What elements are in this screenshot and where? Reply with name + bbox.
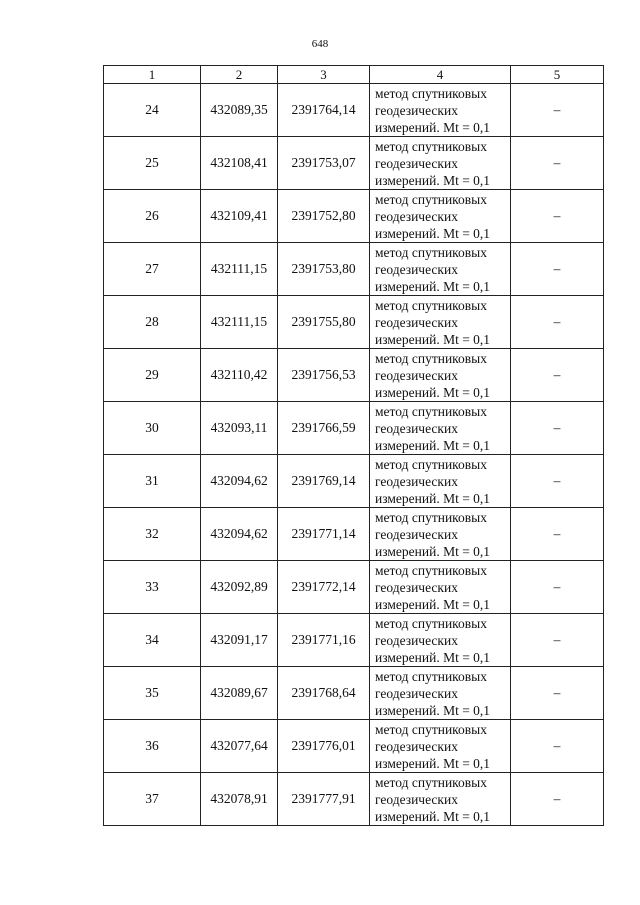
table-row: [104, 561, 604, 614]
table-row: [104, 508, 604, 561]
coordinate-x: 432078,91: [201, 773, 278, 826]
note-dash: –: [511, 349, 604, 402]
method-line: метод спутниковых: [375, 297, 487, 313]
table-row: [104, 402, 604, 455]
table-row: [104, 190, 604, 243]
point-number: 34: [104, 614, 201, 667]
coordinate-y: 2391755,80: [278, 296, 370, 349]
note-dash: –: [511, 84, 604, 137]
table-row: [104, 614, 604, 667]
note-dash: –: [511, 614, 604, 667]
coordinates-table: [103, 65, 604, 826]
measurement-method: [370, 243, 511, 296]
coordinate-y: 2391753,07: [278, 137, 370, 190]
measurement-method: [370, 667, 511, 720]
table-row: [104, 296, 604, 349]
point-number: 28: [104, 296, 201, 349]
coordinate-x: 432110,42: [201, 349, 278, 402]
method-line: геодезических: [375, 261, 458, 277]
method-line: измерений. Mt = 0,1: [375, 702, 491, 718]
method-line: метод спутниковых: [375, 509, 487, 525]
measurement-method: [370, 773, 511, 826]
method-line: геодезических: [375, 314, 458, 330]
table-header-row: [104, 66, 604, 84]
method-line: геодезических: [375, 155, 458, 171]
method-line: геодезических: [375, 791, 458, 807]
measurement-method: [370, 508, 511, 561]
measurement-method: [370, 455, 511, 508]
point-number: 36: [104, 720, 201, 773]
method-line: метод спутниковых: [375, 456, 487, 472]
method-line: геодезических: [375, 632, 458, 648]
method-line: геодезических: [375, 208, 458, 224]
measurement-method: [370, 720, 511, 773]
coordinate-y: 2391766,59: [278, 402, 370, 455]
coordinate-x: 432091,17: [201, 614, 278, 667]
coordinate-y: 2391753,80: [278, 243, 370, 296]
method-line: измерений. Mt = 0,1: [375, 808, 491, 824]
method-line: метод спутниковых: [375, 615, 487, 631]
table-row: [104, 349, 604, 402]
method-line: метод спутниковых: [375, 562, 487, 578]
point-number: 35: [104, 667, 201, 720]
measurement-method: [370, 349, 511, 402]
table-row: [104, 773, 604, 826]
coordinate-y: 2391756,53: [278, 349, 370, 402]
point-number: 26: [104, 190, 201, 243]
coordinate-y: 2391776,01: [278, 720, 370, 773]
coordinate-x: 432109,41: [201, 190, 278, 243]
table-row: [104, 137, 604, 190]
header-col-4: 4: [370, 66, 511, 84]
coordinate-x: 432093,11: [201, 402, 278, 455]
coordinate-x: 432111,15: [201, 296, 278, 349]
method-line: измерений. Mt = 0,1: [375, 384, 491, 400]
header-col-3: 3: [278, 66, 370, 84]
method-line: геодезических: [375, 102, 458, 118]
coordinate-x: 432089,67: [201, 667, 278, 720]
measurement-method: [370, 561, 511, 614]
measurement-method: [370, 614, 511, 667]
header-col-2: 2: [201, 66, 278, 84]
coordinate-x: 432094,62: [201, 508, 278, 561]
method-line: геодезических: [375, 579, 458, 595]
method-line: метод спутниковых: [375, 138, 487, 154]
coordinate-x: 432092,89: [201, 561, 278, 614]
method-line: измерений. Mt = 0,1: [375, 755, 491, 771]
method-line: измерений. Mt = 0,1: [375, 490, 491, 506]
note-dash: –: [511, 773, 604, 826]
method-line: измерений. Mt = 0,1: [375, 119, 491, 135]
point-number: 25: [104, 137, 201, 190]
coordinate-y: 2391771,16: [278, 614, 370, 667]
table-row: [104, 243, 604, 296]
method-line: измерений. Mt = 0,1: [375, 543, 491, 559]
method-line: измерений. Mt = 0,1: [375, 596, 491, 612]
method-line: геодезических: [375, 420, 458, 436]
coordinate-x: 432094,62: [201, 455, 278, 508]
coordinate-y: 2391771,14: [278, 508, 370, 561]
point-number: 33: [104, 561, 201, 614]
coordinate-y: 2391769,14: [278, 455, 370, 508]
method-line: измерений. Mt = 0,1: [375, 172, 491, 188]
measurement-method: [370, 137, 511, 190]
coordinate-x: 432111,15: [201, 243, 278, 296]
coordinate-y: 2391768,64: [278, 667, 370, 720]
note-dash: –: [511, 508, 604, 561]
method-line: метод спутниковых: [375, 85, 487, 101]
page-number: 648: [311, 38, 329, 50]
coordinate-y: 2391777,91: [278, 773, 370, 826]
measurement-method: [370, 190, 511, 243]
table-row: [104, 667, 604, 720]
method-line: метод спутниковых: [375, 350, 487, 366]
note-dash: –: [511, 561, 604, 614]
point-number: 31: [104, 455, 201, 508]
measurement-method: [370, 84, 511, 137]
header-col-1: 1: [104, 66, 201, 84]
note-dash: –: [511, 296, 604, 349]
method-line: измерений. Mt = 0,1: [375, 437, 491, 453]
method-line: измерений. Mt = 0,1: [375, 331, 491, 347]
method-line: метод спутниковых: [375, 721, 487, 737]
header-col-5: 5: [511, 66, 604, 84]
point-number: 32: [104, 508, 201, 561]
note-dash: –: [511, 243, 604, 296]
note-dash: –: [511, 720, 604, 773]
table-row: [104, 84, 604, 137]
method-line: геодезических: [375, 367, 458, 383]
point-number: 24: [104, 84, 201, 137]
coordinate-x: 432108,41: [201, 137, 278, 190]
method-line: метод спутниковых: [375, 244, 487, 260]
measurement-method: [370, 402, 511, 455]
note-dash: –: [511, 190, 604, 243]
table-row: [104, 455, 604, 508]
point-number: 29: [104, 349, 201, 402]
note-dash: –: [511, 455, 604, 508]
coordinate-x: 432089,35: [201, 84, 278, 137]
note-dash: –: [511, 667, 604, 720]
coordinate-y: 2391764,14: [278, 84, 370, 137]
point-number: 30: [104, 402, 201, 455]
note-dash: –: [511, 137, 604, 190]
method-line: геодезических: [375, 526, 458, 542]
method-line: метод спутниковых: [375, 403, 487, 419]
method-line: метод спутниковых: [375, 668, 487, 684]
note-dash: –: [511, 402, 604, 455]
coordinate-y: 2391752,80: [278, 190, 370, 243]
table-row: [104, 720, 604, 773]
method-line: метод спутниковых: [375, 191, 487, 207]
method-line: измерений. Mt = 0,1: [375, 649, 491, 665]
point-number: 37: [104, 773, 201, 826]
method-line: геодезических: [375, 685, 458, 701]
method-line: геодезических: [375, 738, 458, 754]
method-line: измерений. Mt = 0,1: [375, 278, 491, 294]
coordinate-x: 432077,64: [201, 720, 278, 773]
method-line: метод спутниковых: [375, 774, 487, 790]
measurement-method: [370, 296, 511, 349]
method-line: геодезических: [375, 473, 458, 489]
coordinate-y: 2391772,14: [278, 561, 370, 614]
point-number: 27: [104, 243, 201, 296]
method-line: измерений. Mt = 0,1: [375, 225, 491, 241]
